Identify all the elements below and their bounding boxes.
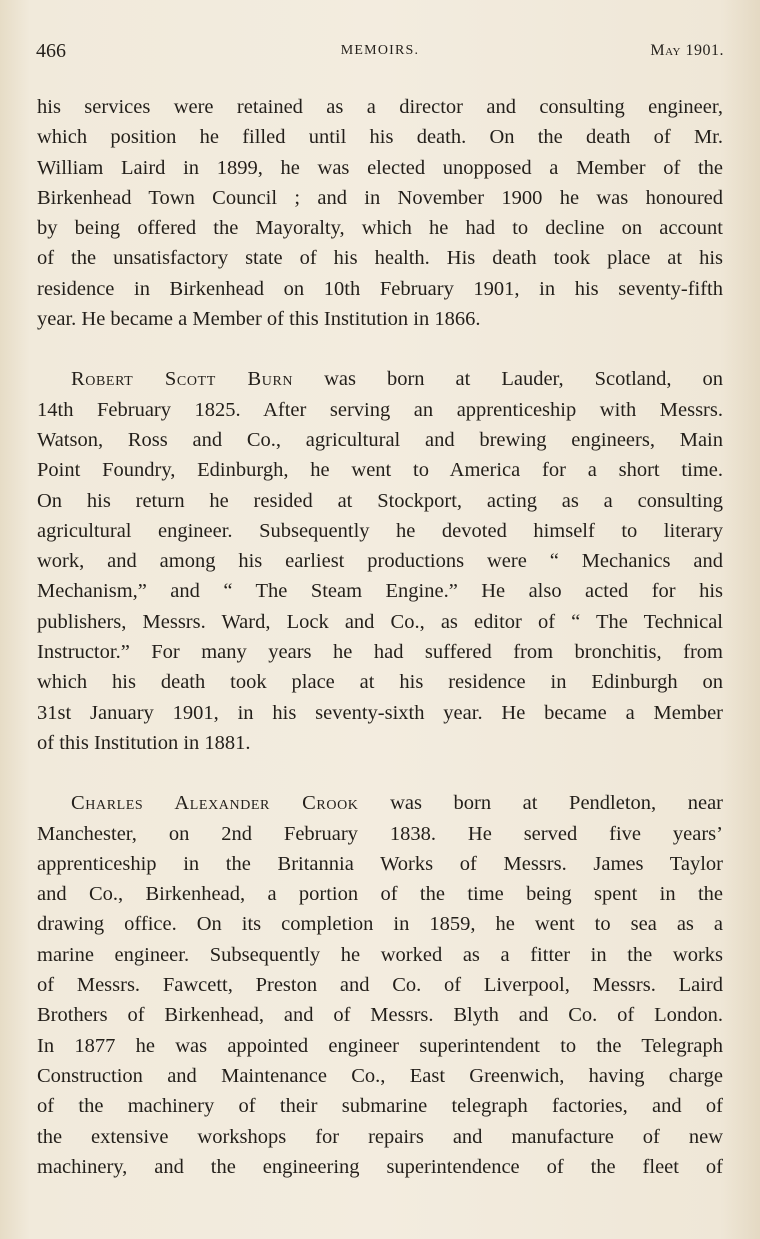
text-line: which position he filled until his death. On the death of Mr. xyxy=(37,126,723,149)
text-line: Mechanism,” and “ The Steam Engine.” He also acted for his xyxy=(37,580,723,603)
memoir-subject-name: Robert Scott Burn xyxy=(71,368,294,391)
paragraph-gap xyxy=(37,758,723,788)
text-line: and Co., Birkenhead, a portion of the time being spent in the xyxy=(37,883,723,906)
running-title: MEMOIRS. xyxy=(340,43,420,58)
text-fragment: was born at Pendleton, near xyxy=(390,792,724,815)
text-line: apprenticeship in the Britannia Works of Messrs. James Taylor xyxy=(37,852,723,875)
text-line: agricultural engineer. Subsequently he devoted himself to literary xyxy=(37,519,723,542)
text-line: Watson, Ross and Co., agricultural and brewing engineers, Main xyxy=(37,428,723,451)
text-fragment: was born at Lauder, Scotland, on xyxy=(324,368,724,391)
page-body xyxy=(37,92,723,1182)
memoir-first-line xyxy=(37,788,723,818)
memoir-first-line xyxy=(37,364,723,394)
text-line: by being offered the Mayoralty, which he had to decline on account xyxy=(37,217,723,240)
text-line: Construction and Maintenance Co., East Greenwich, having charge xyxy=(37,1064,723,1087)
text-line: marine engineer. Subsequently he worked as a fitter in the works xyxy=(37,943,723,966)
text-line: Instructor.” For many years he had suffered from bronchitis, from xyxy=(37,641,723,664)
text-line: of Messrs. Fawcett, Preston and Co. of Liverpool, Messrs. Laird xyxy=(37,974,723,997)
text-line: of the unsatisfactory state of his health. His death took place at his xyxy=(37,247,723,270)
text-line: the extensive workshops for repairs and manufacture of new xyxy=(37,1125,723,1148)
text-line: William Laird in 1899, he was elected unopposed a Member of the xyxy=(37,156,723,179)
text-line: 14th February 1825. After serving an apprenticeship with Messrs. xyxy=(37,398,723,421)
text-line: publishers, Messrs. Ward, Lock and Co., as editor of “ The Technical xyxy=(37,610,723,633)
text-line: of this Institution in 1881. xyxy=(37,731,251,754)
paragraph-gap xyxy=(37,334,723,364)
text-line: of the machinery of their submarine telegraph factories, and of xyxy=(37,1095,723,1118)
paragraph-continuation xyxy=(37,92,723,334)
header-date: May 1901. xyxy=(650,42,724,59)
text-line: Birkenhead Town Council ; and in November 1900 he was honoured xyxy=(37,186,723,209)
text-line: On his return he resided at Stockport, acting as a consulting xyxy=(37,489,723,512)
page-header xyxy=(36,40,724,70)
text-line: work, and among his earliest productions were “ Mechanics and xyxy=(37,550,723,573)
text-line: Brothers of Birkenhead, and of Messrs. Blyth and Co. of London. xyxy=(37,1004,723,1027)
text-line: which his death took place at his residence in Edinburgh on xyxy=(37,671,723,694)
text-line: 31st January 1901, in his seventy-sixth year. He became a Member xyxy=(37,701,723,724)
memoir-robert-scott-burn xyxy=(37,364,723,758)
text-line: machinery, and the engineering superintendence of the fleet of xyxy=(37,1155,723,1178)
memoir-charles-alexander-crook xyxy=(37,788,723,1182)
text-line: Point Foundry, Edinburgh, he went to America for a short time. xyxy=(37,459,723,482)
page-number: 466 xyxy=(36,40,66,62)
text-line: Manchester, on 2nd February 1838. He served five years’ xyxy=(37,822,723,845)
text-line: In 1877 he was appointed engineer superintendent to the Telegraph xyxy=(37,1034,723,1057)
text-line: residence in Birkenhead on 10th February 1901, in his seventy-fifth xyxy=(37,277,723,300)
text-line: his services were retained as a director and consulting engineer, xyxy=(37,96,723,118)
text-line: year. He became a Member of this Institution in 1866. xyxy=(37,308,481,331)
memoir-subject-name: Charles Alexander Crook xyxy=(71,792,359,815)
text-line: drawing office. On its completion in 1859, he went to sea as a xyxy=(37,913,723,936)
